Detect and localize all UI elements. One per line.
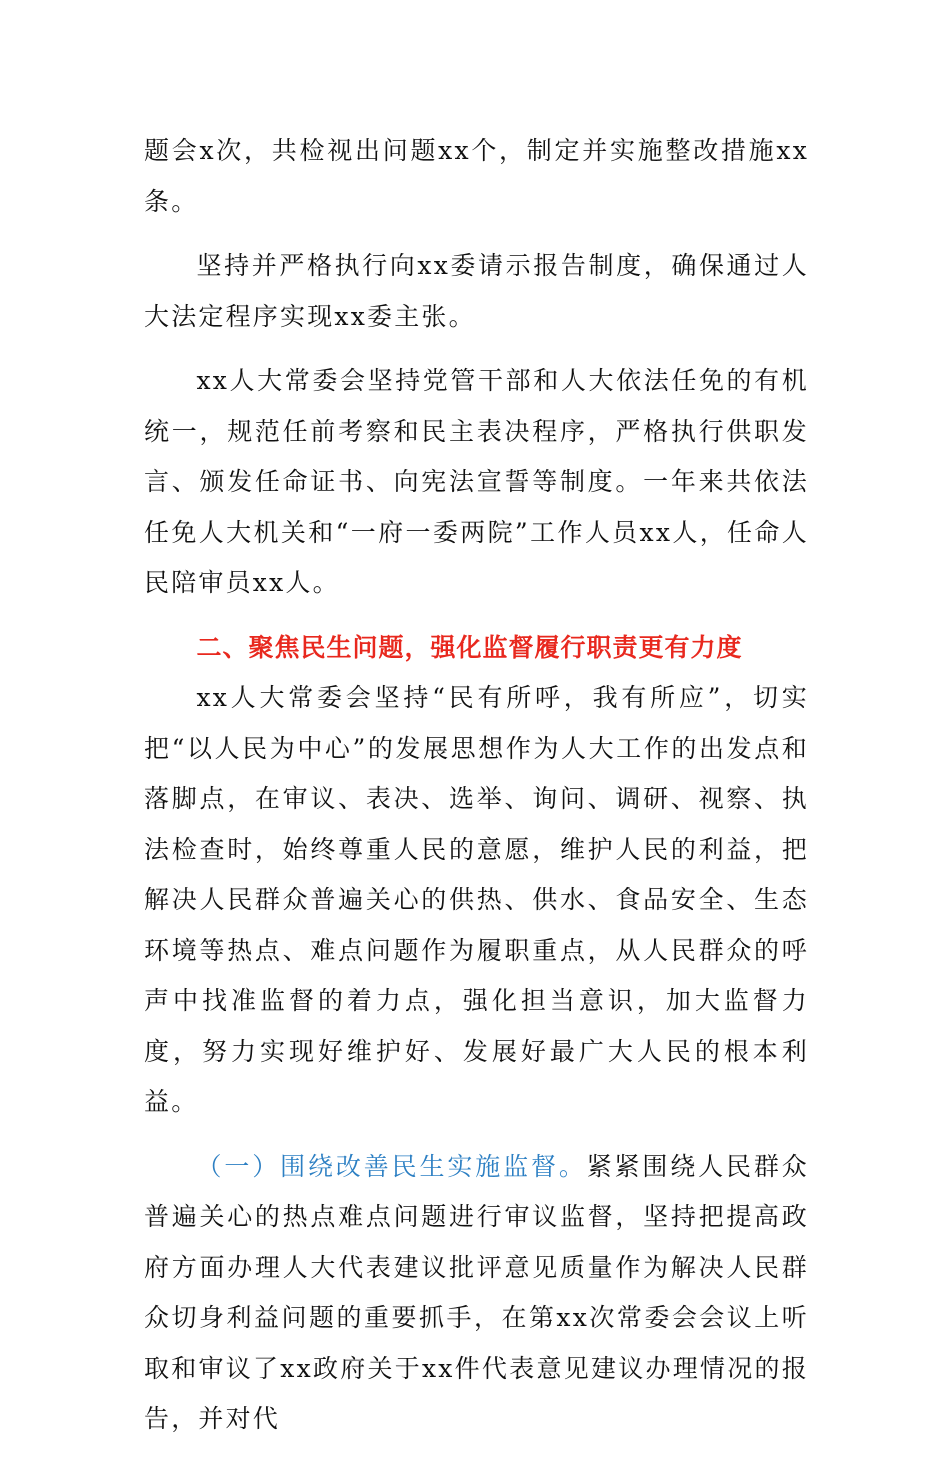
subsection-text: 紧紧围绕人民群众普遍关心的热点难点问题进行审议监督，坚持把提高政府方面办理人大代表建议批评意见质量作为解决人民群众切身利益问题的重要抓手，在第xx次常委会会议上听取和审议了xx政府关于xx件代表意见建议办理情况的报告，并对代 (144, 1151, 809, 1433)
subsection-heading: （一）围绕改善民生实施监督。 (196, 1151, 587, 1181)
paragraph-subsection (144, 1142, 809, 1445)
section-heading: 二、聚焦民生问题，强化监督履行职责更有力度 (196, 632, 743, 662)
paragraph-continued: 题会x次，共检视出问题xx个，制定并实施整改措施xx条。 (144, 136, 809, 216)
paragraph-section-intro: xx人大常委会坚持“民有所呼，我有所应”，切实把“以人民为中心”的发展思想作为人大工作的出发点和落脚点，在审议、表决、选举、询问、调研、视察、执法检查时，始终尊重人民的意愿，维护人民的利益，把解决人民群众普遍关心的供热、供水、食品安全、生态环境等热点、难点问题作为履职重点，从人民群众的呼声中找准监督的着力点，强化担当意识，加大监督力度，努力实现好维护好、发展好最广大人民的根本利益。 (144, 683, 809, 1116)
paragraph-appointments: xx人大常委会坚持党管干部和人大依法任免的有机统一，规范任前考察和民主表决程序，严格执行供职发言、颁发任命证书、向宪法宣誓等制度。一年来共依法任免人大机关和“一府一委两院”工作人员xx人，任命人民陪审员xx人。 (144, 366, 809, 597)
document-body (144, 126, 809, 1459)
paragraph-report-system: 坚持并严格执行向xx委请示报告制度，确保通过人大法定程序实现xx委主张。 (144, 251, 809, 331)
